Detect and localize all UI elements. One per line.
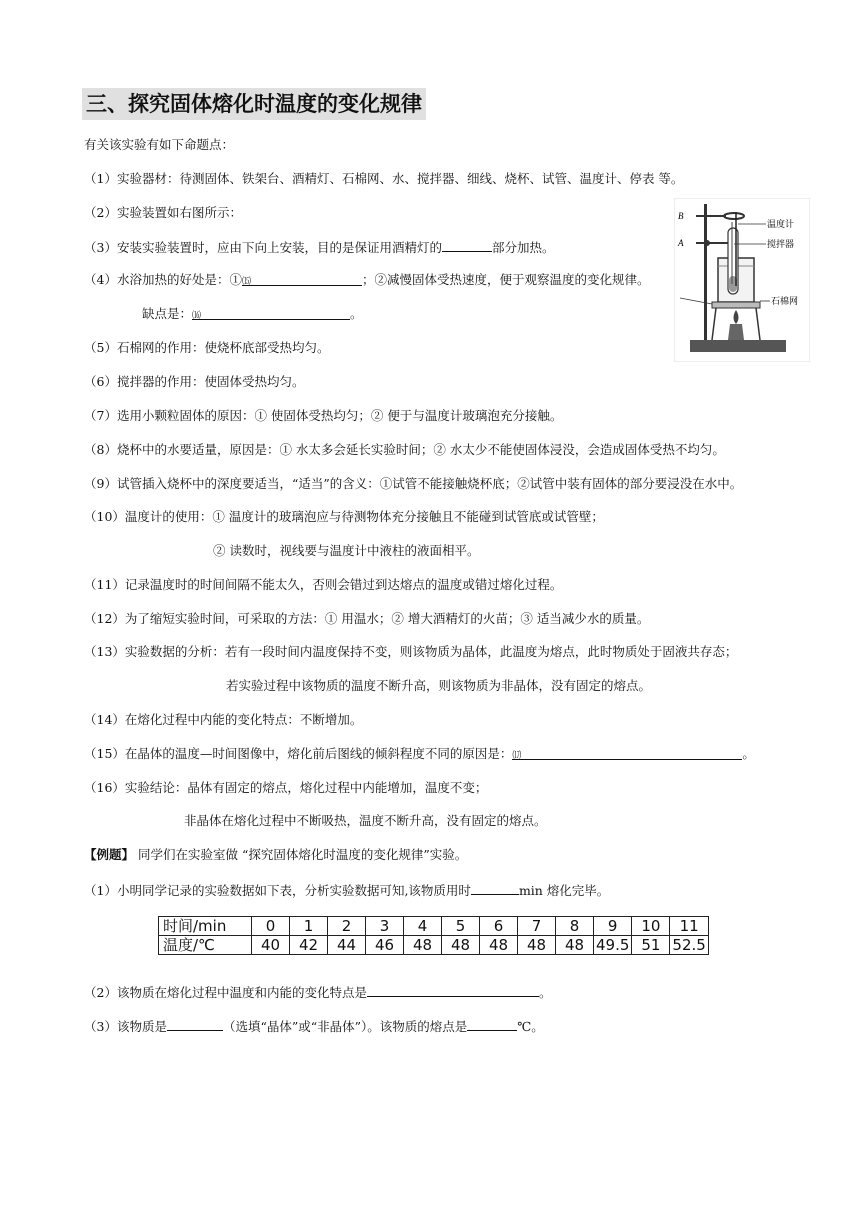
item-1: （1）实验器材：待测固体、铁架台、酒精灯、石棉网、水、搅拌器、细线、烧杯、试管、温度计、停表 等。 [84, 171, 684, 186]
intro-text: 有关该实验有如下命题点： [84, 137, 235, 152]
table-cell: 4 [404, 917, 442, 936]
item-5: （5）石棉网的作用：使烧杯底部受热均匀。 [84, 340, 330, 355]
stand-base [690, 340, 786, 352]
table-cell: 0 [252, 917, 290, 936]
label-a: A [678, 238, 684, 248]
section-title: 三、探究固体熔化时温度的变化规律 [82, 88, 426, 120]
item-4 [84, 271, 649, 289]
answer-blank-17[interactable] [512, 745, 742, 760]
item-4-text-b: ；②减慢固体受热速度，便于观察温度的变化规律。 [361, 272, 650, 287]
item-13-cont: 若实验过程中该物质的温度不断升高，则该物质为非晶体，没有固定的熔点。 [226, 678, 652, 693]
answer-blank[interactable] [442, 237, 492, 252]
apparatus-figure [674, 198, 810, 362]
table-cell: 9 [594, 917, 632, 936]
q2-text-a: （2）该物质在熔化过程中温度和内能的变化特点是 [84, 985, 367, 1000]
example-q2 [84, 982, 551, 1002]
table-cell: 42 [290, 936, 328, 955]
table-cell: 52.5 [670, 936, 708, 955]
item-10: （10）温度计的使用：① 温度计的玻璃泡应与待测物体充分接触且不能碰到试管底或试管壁； [84, 509, 604, 524]
table-row-temp [159, 936, 709, 955]
item-8: （8）烧杯中的水要适量，原因是：① 水太多会延长实验时间；② 水太少不能使固体浸没，会造成固体受热不均匀。 [84, 442, 725, 457]
table-head-temp: 温度/℃ [159, 936, 252, 955]
table-cell: 7 [518, 917, 556, 936]
table-cell: 51 [632, 936, 670, 955]
table-cell: 44 [328, 936, 366, 955]
answer-blank-16[interactable] [192, 305, 350, 320]
item-10-cont: ② 读数时，视线要与温度计中液柱的液面相平。 [213, 543, 480, 558]
table-cell: 48 [404, 936, 442, 955]
q1-text-a: （1）小明同学记录的实验数据如下表，分析实验数据可知,该物质用时 [84, 883, 471, 898]
q3-text-c: ℃。 [517, 1019, 544, 1034]
table-cell: 8 [556, 917, 594, 936]
example-stem: 同学们在实验室做 “探究固体熔化时温度的变化规律”实验。 [138, 847, 468, 862]
table-cell: 48 [480, 936, 518, 955]
item-4-text-c: 缺点是： [142, 306, 193, 321]
example-heading [84, 846, 467, 864]
table-cell: 2 [328, 917, 366, 936]
item-16: （16）实验结论：晶体有固定的熔点，熔化过程中内能增加，温度不变； [84, 780, 488, 795]
label-b: B [678, 211, 684, 221]
table-row-time [159, 917, 709, 936]
blank-marker-16: ⒃ [192, 311, 202, 321]
blank-marker-17: ⒄ [512, 751, 522, 761]
table-cell: 48 [556, 936, 594, 955]
item-7: （7）选用小颗粒固体的原因：① 使固体受热均匀；② 便于与温度计玻璃泡充分接触。 [84, 408, 563, 423]
item-14: （14）在熔化过程中内能的变化特点：不断增加。 [84, 712, 363, 727]
table-cell: 11 [670, 917, 708, 936]
item-4-text-a: （4）水浴加热的好处是：① [84, 272, 242, 287]
item-6: （6）搅拌器的作用：使固体受热均匀。 [84, 374, 305, 389]
item-3 [84, 237, 554, 257]
table-head-time: 时间/min [159, 917, 252, 936]
example-q3 [84, 1016, 544, 1036]
table-cell: 6 [480, 917, 518, 936]
item-2: （2）实验装置如右图所示： [84, 205, 242, 220]
table-cell: 1 [290, 917, 328, 936]
table-cell: 40 [252, 936, 290, 955]
q3-text-a: （3）该物质是 [84, 1019, 167, 1034]
answer-blank-q1[interactable] [471, 880, 519, 895]
item-15-text-b: 。 [742, 746, 755, 761]
item-12: （12）为了缩短实验时间，可采取的方法：① 用温水；② 增大酒精灯的火苗；③ 适当减少水的质量。 [84, 611, 650, 626]
label-gauze: 石棉网 [771, 297, 799, 307]
answer-blank-q3a[interactable] [167, 1016, 223, 1031]
label-thermometer: 温度计 [767, 220, 795, 230]
item-16-cont: 非晶体在熔化过程中不断吸热，温度不断升高，没有固定的熔点。 [184, 813, 547, 828]
item-11: （11）记录温度时的时间间隔不能太久，否则会错过到达熔点的温度或错过熔化过程。 [84, 577, 563, 592]
table-cell: 10 [632, 917, 670, 936]
table-cell: 46 [366, 936, 404, 955]
data-table [158, 916, 709, 955]
item-3-text-b: 部分加热。 [491, 240, 555, 255]
table-cell: 48 [518, 936, 556, 955]
clamp-a [704, 240, 710, 246]
item-4-drawback [142, 305, 363, 323]
gauze [712, 302, 760, 308]
q1-text-b: min 熔化完毕。 [518, 883, 610, 898]
label-stirrer: 搅拌器 [767, 240, 795, 250]
table-cell: 49.5 [594, 936, 632, 955]
q2-text-b: 。 [538, 985, 552, 1000]
answer-blank-15[interactable] [242, 271, 362, 286]
item-3-text-a: （3）安装实验装置时，应由下向上安装，目的是保证用酒精灯的 [84, 240, 442, 255]
item-15-text-a: （15）在晶体的温度—时间图像中，熔化前后图线的倾斜程度不同的原因是： [84, 746, 513, 761]
answer-blank-q3b[interactable] [467, 1016, 517, 1031]
table-cell: 3 [366, 917, 404, 936]
example-q1 [84, 880, 609, 900]
item-9: （9）试管插入烧杯中的深度要适当，“适当”的含义：①试管不能接触烧杯底；②试管中装有固体的部分要浸没在水中。 [84, 476, 743, 491]
item-13: （13）实验数据的分析：若有一段时间内温度保持不变，则该物质为晶体，此温度为熔点，此时物质处于固液共存态； [84, 644, 738, 659]
table-cell: 48 [442, 936, 480, 955]
q3-text-b: （选填“晶体”或“非晶体”）。该物质的熔点是 [222, 1019, 468, 1034]
item-4-text-d: 。 [350, 306, 363, 321]
table-cell: 5 [442, 917, 480, 936]
item-15 [84, 745, 755, 763]
example-tag: 【例题】 [84, 847, 135, 862]
alcohol-lamp [728, 324, 744, 340]
stand-rod [704, 204, 707, 340]
blank-marker-15: ⒂ [241, 277, 251, 287]
answer-blank-q2[interactable] [367, 982, 539, 997]
